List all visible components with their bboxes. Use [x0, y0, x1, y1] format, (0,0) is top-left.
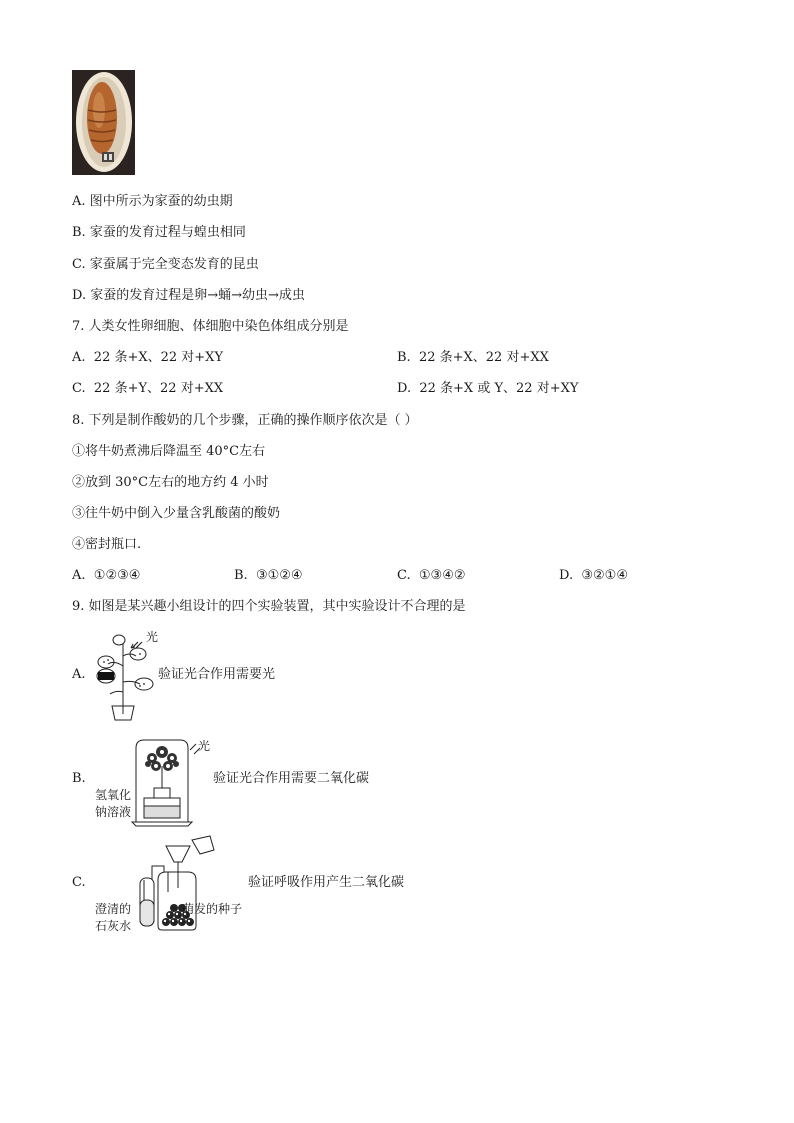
q9-option-a-key: A. [72, 667, 86, 682]
bell-jar-naoh-figure [130, 736, 200, 828]
q9-option-b-key: B. [72, 771, 86, 786]
q9-stem: 9. 如图是某兴趣小组设计的四个实验装置，其中实验设计不合理的是 [72, 599, 466, 614]
q8-stem: 8. 下列是制作酸奶的几个步骤，正确的操作顺序依次是（ ） [72, 413, 418, 428]
q9-c-lime-label-2: 石灰水 [95, 919, 132, 933]
q7-stem: 7. 人类女性卵细胞、体细胞中染色体组成分别是 [72, 319, 349, 334]
q6-option-b: B. 家蚕的发育过程与蝗虫相同 [72, 225, 246, 240]
q6-option-a: A. 图中所示为家蚕的幼虫期 [72, 194, 233, 209]
germinating-seeds-figure [134, 832, 216, 934]
q8-step-2: ②放到 30°C左右的地方约 4 小时 [72, 475, 269, 490]
q9-c-seeds-label: 萌发的种子 [182, 902, 243, 916]
q9-option-c-key: C. [72, 875, 86, 890]
q8-option-d: D. ③②①④ [559, 568, 628, 583]
q9-c-lime-label-1: 澄清的 [95, 902, 132, 916]
q6-option-d: D. 家蚕的发育过程是卵→蛹→幼虫→成虫 [72, 288, 305, 303]
q9-a-light-label: 光 [146, 630, 159, 644]
q8-step-4: ④密封瓶口. [72, 537, 142, 552]
q9-option-c-text: 验证呼吸作用产生二氧化碳 [248, 875, 405, 890]
q9-b-solution-label-1: 氢氧化 [95, 788, 132, 802]
q9-b-light-label: 光 [198, 739, 211, 753]
q8-step-3: ③往牛奶中倒入少量含乳酸菌的酸奶 [72, 506, 281, 521]
q8-option-a: A. ①②③④ [72, 568, 141, 583]
q9-b-solution-label-2: 钠溶液 [95, 805, 132, 819]
q8-option-c: C. ①③④② [397, 568, 466, 583]
q7-option-c: C. 22 条+Y、22 对+XX [72, 381, 224, 396]
silkworm-pupa-image [72, 70, 135, 175]
q9-option-b-text: 验证光合作用需要二氧化碳 [213, 771, 370, 786]
q8-step-1: ①将牛奶煮沸后降温至 40°C左右 [72, 444, 266, 459]
q6-option-c: C. 家蚕属于完全变态发育的昆虫 [72, 257, 259, 272]
q7-option-b: B. 22 条+X、22 对+XX [397, 350, 549, 365]
q9-option-a-text: 验证光合作用需要光 [158, 667, 276, 682]
q7-option-d: D. 22 条+X 或 Y、22 对+XY [397, 381, 579, 396]
q8-option-b: B. ③①②④ [234, 568, 303, 583]
q7-option-a: A. 22 条+X、22 对+XY [72, 350, 224, 365]
